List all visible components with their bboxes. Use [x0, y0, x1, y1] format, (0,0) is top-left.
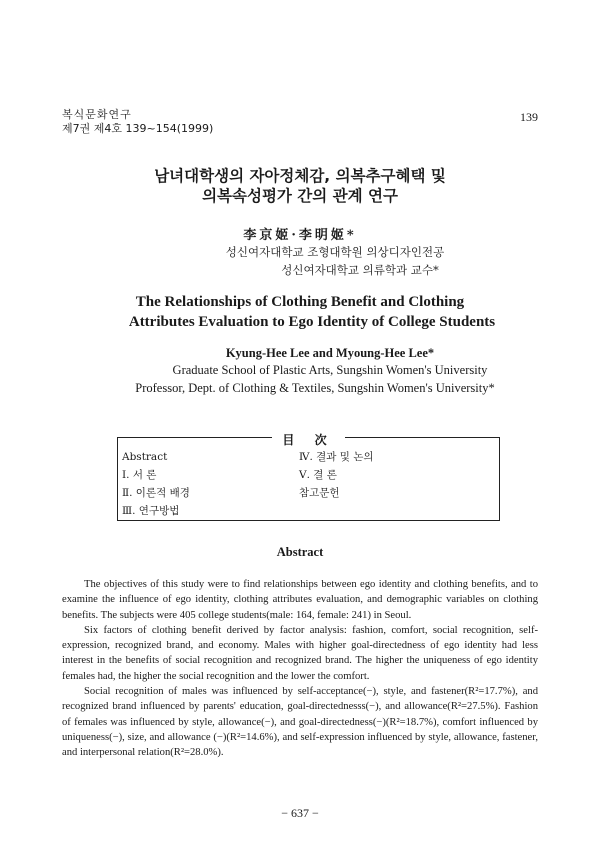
abstract-paragraph: The objectives of this study were to find relationships between ego identity and clothing benefits, and to examine the influence of ego identity, clothing attributes evaluation, and demographic variables on clothing benefits. The subjects were 405 college students(male: 164, female: 241) in Seoul.: [62, 579, 538, 621]
english-title-line1: The Relationships of Clothing Benefit and Clothing: [135, 294, 465, 310]
korean-affiliation-2: 성신여자대학교 의류학과 교수*: [281, 263, 439, 277]
journal-volume: 제7권 제4호 139~154(1999): [62, 122, 214, 135]
korean-authors: 李京姬·李明姬*: [243, 228, 357, 243]
toc-item: Ⅳ. 결과 및 논의: [299, 451, 374, 463]
korean-title-line2: 의복속성평가 간의 관계 연구: [202, 187, 398, 205]
abstract-paragraph: Social recognition of males was influenced by self-acceptance(−), style, and fastener(R²=17.7%), and recognized brand influenced by parents' education, goal-directednesss(−), and allowance(R²=27.5%). Fashion of females was influenced by style, allowance(−), and goal-directedness(−)(R²=18.7%), comfort influenced by uniqueness(−), size, and allowance (−)(R²=14.6%), and self-expression influenced by style, allowance, fastener, and interpersonal relation(R²=28.0%).: [62, 686, 538, 759]
toc-item: Ⅴ. 결 론: [299, 469, 337, 481]
abstract-heading: Abstract: [276, 545, 324, 559]
korean-affiliation-1: 성신여자대학교 조형대학원 의상디자인전공: [225, 245, 445, 259]
page-footer: − 637 −: [281, 806, 319, 820]
abstract-body: [62, 577, 538, 761]
english-affiliation-2: Professor, Dept. of Clothing & Textiles, Sungshin Women's University*: [135, 381, 495, 395]
toc-item: Abstract: [122, 451, 168, 463]
english-affiliation-1: Graduate School of Plastic Arts, Sungshin Women's University: [172, 363, 488, 377]
toc-heading: 目 次: [272, 433, 344, 447]
abstract-paragraph: Six factors of clothing benefit derived by factor analysis: fashion, comfort, social recognition, self-expression, recognized brand, and economy. Males with higher goal-directedness of ego identity had less interest in the benefits of social recognition and recognized brand. The higher the uniqueness of ego identity females had, the higher the social recognition and the lower the comfort.: [62, 624, 538, 682]
toc-item: 참고문헌: [299, 487, 340, 499]
toc-right-column: [299, 448, 374, 502]
english-authors: Kyung-Hee Lee and Myoung-Hee Lee*: [225, 346, 435, 360]
toc-item: Ⅲ. 연구방법: [122, 505, 180, 517]
toc-item: Ⅰ. 서 론: [122, 469, 157, 481]
english-title-line2: Attributes Evaluation to Ego Identity of College Students: [128, 314, 496, 330]
journal-name: 복식문화연구: [62, 108, 132, 121]
korean-title-line1: 남녀대학생의 자아정체감, 의복추구혜택 및: [154, 167, 446, 185]
table-of-contents: [117, 433, 500, 521]
toc-item: Ⅱ. 이론적 배경: [122, 487, 190, 499]
toc-left-column: [122, 448, 190, 520]
page-number: 139: [520, 110, 538, 124]
